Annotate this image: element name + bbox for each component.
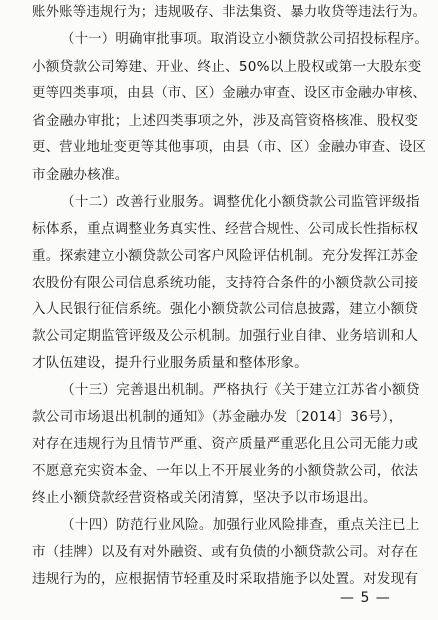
section-heading-line: （十一）明确审批事项。取消设立小额贷款公司招投标程序。 (61, 31, 428, 47)
text-line: 终止小额贷款经营资格或关闭清算，坚决予以市场退出。 (32, 490, 377, 507)
text-line: 款公司市场退出机制的通知》（苏金融办发〔2014〕36号）， (32, 409, 403, 426)
text-line: 市（挂牌）以及有对外融资、或有负债的小额贷款公司。对存在 (32, 544, 419, 561)
text-line: 入人民银行征信系统。强化小额贷款公司信息披露，建立小额贷 (32, 301, 419, 318)
text-line: 市金融办核准。 (32, 166, 129, 183)
text-line: 不愿意充实资本金、一年以上不开展业务的小额贷款公司，依法 (32, 463, 419, 480)
text-line: 更、营业地址变更等其他事项，由县（市、区）金融办审查、设区 (32, 139, 427, 155)
page-number: — 5 — (340, 590, 391, 606)
text-line: 款公司定期监管评级及公示机制。加强行业自律、业务培训和人 (32, 328, 419, 345)
text-line: 违规行为的，应根据情节轻重及时采取措施予以处置。对发现有 (32, 571, 419, 587)
text-line: 省金融办审批；上述四类事项之外，涉及高管资格核准、股权变 (32, 112, 419, 129)
text-line: 才队伍建设，提升行业服务质量和整体形象。 (32, 355, 308, 372)
text-line: 重。探索建立小额贷款公司客户风险评估机制。充分发挥江苏金 (32, 247, 419, 264)
text-line: 标体系，重点调整业务真实性、经营合规性、公司成长性指标权 (32, 220, 419, 237)
section-heading-line: （十三）完善退出机制。严格执行《关于建立江苏省小额贷 (61, 382, 420, 399)
text-line: 账外账等违规行为；违规吸存、非法集资、暴力收贷等违法行为。 (32, 5, 427, 20)
text-line: 小额贷款公司筹建、开业、终止、50%以上股权或第一大股东变 (32, 58, 422, 75)
section-heading-line: （十二）改善行业服务。调整优化小额贷款公司监管评级指 (61, 193, 420, 210)
text-line: 更等四类事项，由县（市、区）金融办审查、设区市金融办审核、 (32, 85, 427, 101)
text-line: 农股份有限公司信息系统功能，支持符合条件的小额贷款公司接 (32, 274, 419, 291)
section-heading-line: （十四）防范行业风险。加强行业风险排查，重点关注已上 (61, 517, 420, 534)
text-line: 对存在违规行为且情节严重、资产质量严重恶化且公司无能力或 (32, 436, 419, 453)
